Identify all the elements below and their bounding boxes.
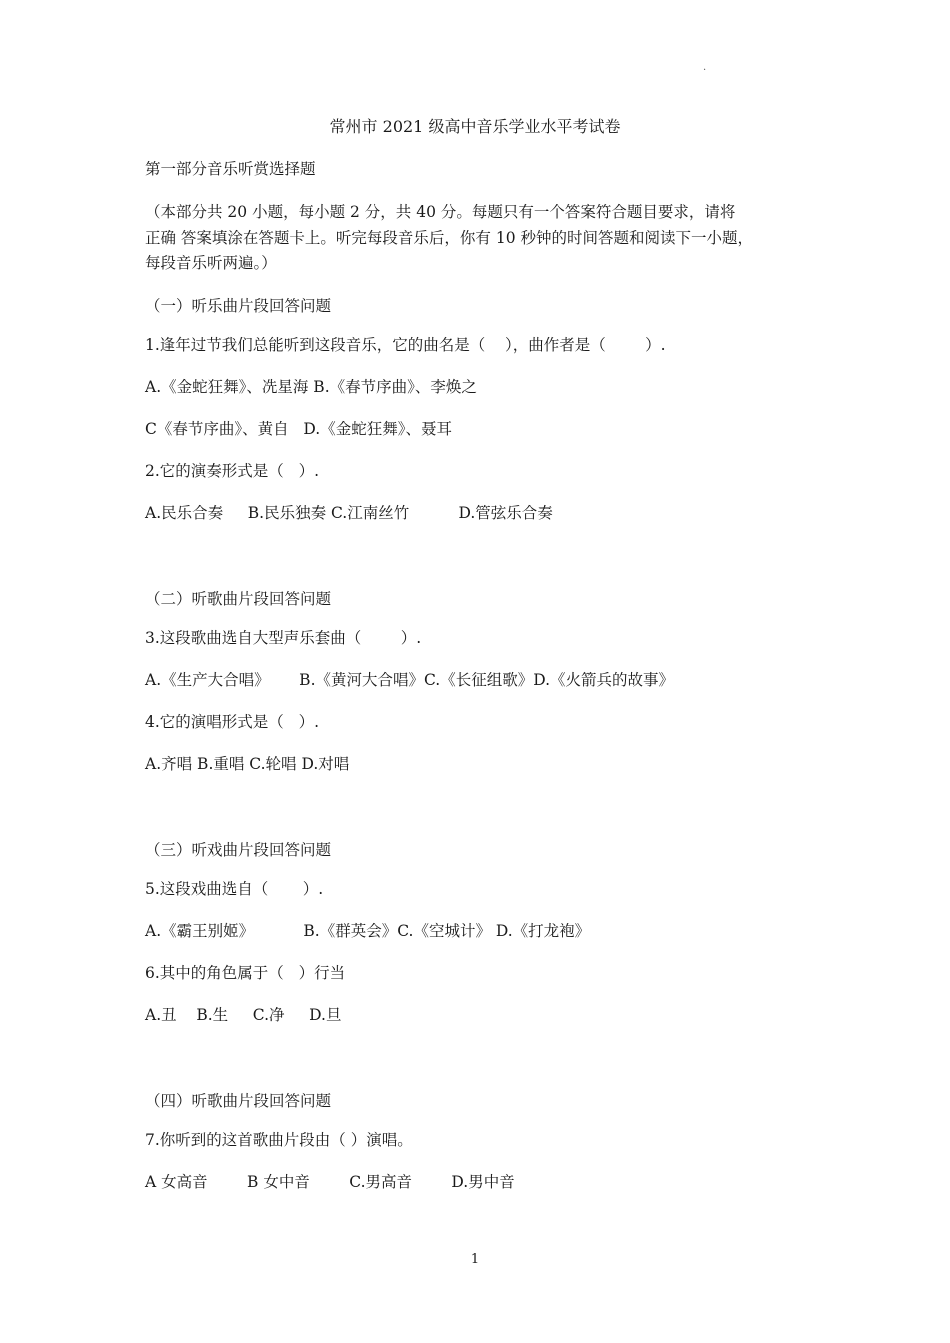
question-3-options: A.《生产大合唱》 B.《黄河大合唱》C.《长征组歌》D.《火箭兵的故事》 (145, 671, 675, 689)
section-2-heading: （二）听歌曲片段回答问题 (145, 590, 332, 608)
question-4-options: A.齐唱 B.重唱 C.轮唱 D.对唱 (145, 755, 350, 773)
question-6: 6.其中的角色属于（ ）行当 (145, 964, 346, 982)
instructions-line-2: 正确 答案填涂在答题卡上。听完每段音乐后，你有 10 秒钟的时间答题和阅读下一小题， (145, 229, 754, 247)
question-1-options-c-d: C《春节序曲》、黄自 D.《金蛇狂舞》、聂耳 (145, 420, 452, 438)
question-1: 1.逢年过节我们总能听到这段音乐，它的曲名是（ ），曲作者是（ ）. (145, 336, 666, 354)
section-1-heading: （一）听乐曲片段回答问题 (145, 297, 332, 315)
instructions-line-3: 每段音乐听两遍。） (145, 254, 277, 272)
exam-title: 常州市 2021 级高中音乐学业水平考试卷 (329, 117, 621, 136)
question-3: 3.这段歌曲选自大型声乐套曲（ ）. (145, 629, 422, 647)
question-4: 4.它的演唱形式是（ ）. (145, 713, 319, 731)
question-6-options: A.丑 B.生 C.净 D.旦 (145, 1006, 342, 1024)
part1-heading: 第一部分音乐听赏选择题 (145, 160, 316, 178)
question-1-options-a-b: A.《金蛇狂舞》、冼星海 B.《春节序曲》、李焕之 (145, 378, 477, 396)
instructions-line-1: （本部分共 20 小题，每小题 2 分，共 40 分。每题只有一个答案符合题目要求，请将 (145, 203, 736, 221)
question-2: 2.它的演奏形式是（ ）. (145, 462, 319, 480)
header-dot: . (703, 62, 707, 73)
question-7: 7.你听到的这首歌曲片段由（ ）演唱。 (145, 1131, 413, 1149)
question-2-options: A.民乐合奏 B.民乐独奏 C.江南丝竹 D.管弦乐合奏 (145, 504, 553, 522)
question-5: 5.这段戏曲选自（ ）. (145, 880, 324, 898)
page-number: 1 (470, 1252, 480, 1267)
question-5-options: A.《霸王别姬》 B.《群英会》C.《空城计》 D.《打龙袍》 (145, 922, 591, 940)
question-7-options: A 女高音 B 女中音 C.男高音 D.男中音 (145, 1173, 515, 1191)
section-4-heading: （四）听歌曲片段回答问题 (145, 1092, 332, 1110)
section-3-heading: （三）听戏曲片段回答问题 (145, 841, 332, 859)
